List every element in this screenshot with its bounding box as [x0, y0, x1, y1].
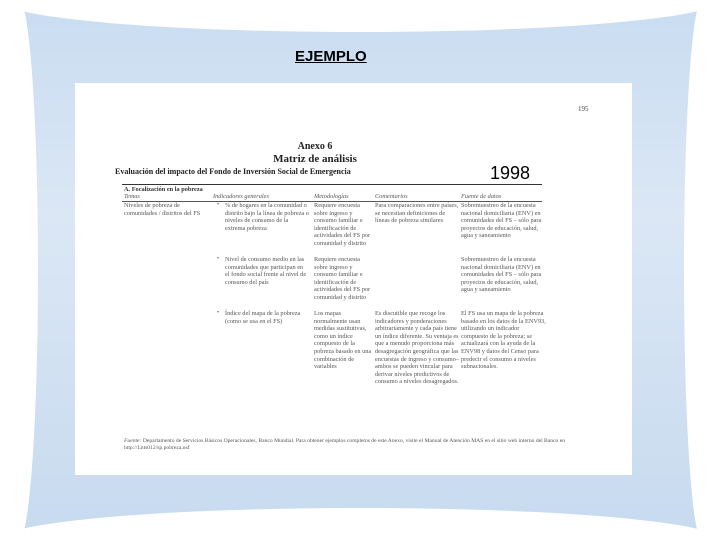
scanned-document: [75, 83, 632, 475]
metodologia-cell: Los mapas normalmente usan medidas sustitutivas, como un índice compuesto de la pobreza basado en una combinación de variables: [314, 310, 372, 371]
col-header-fuente: Fuente de datos: [461, 193, 502, 200]
col-header-temas: Temas: [124, 193, 140, 200]
indicador-cell: Nivel de consumo medio en las comunidades que participan en el fondo social frente al nivel de consumo del país: [225, 256, 307, 286]
section-title: A. Focalización en la pobreza: [124, 186, 203, 193]
slide-title: EJEMPLO: [295, 48, 367, 65]
col-header-comentarios: Comentarios: [375, 193, 408, 200]
metodologia-cell: Requiere encuesta sobre ingreso y consumo familiar e identificación de actividades del FS por comunidad y distrito: [314, 202, 371, 247]
doc-heading-matrix: Matriz de análisis: [273, 153, 357, 165]
source-label: Fuente:: [124, 438, 142, 444]
source-note: [124, 438, 614, 452]
indicador-cell: % de hogares en la comunidad o distrito bajo la línea de pobreza o niveles de consumo de la extrema pobreza: [225, 202, 309, 232]
bullet: •: [217, 256, 220, 262]
source-text: Departamento de Servicios Básicos Operacionales, Banco Mundial. Para obtener ejemplos completos de este Anexo, visite el Manual de Atención MAS en el sitio web interno del Banco en http://Lnts012/sp.pobreza.nsf: [124, 438, 566, 451]
fuente-cell: Sobremuestreo de la encuesta nacional domiciliaria (ENV) en comunidades del FS – sólo para proyectos de educación, salud, agua y saneamiento: [461, 202, 542, 240]
doc-heading-annex: Anexo 6: [297, 141, 333, 152]
comentario-cell: Para comparaciones entre países, se necesitan definiciones de líneas de pobreza similares: [375, 202, 459, 225]
page-number: 195: [578, 105, 589, 113]
metodologia-cell: Requiere encuesta sobre ingreso y consumo familiar e identificación de actividades del FS por comunidad y distrito: [314, 256, 371, 301]
decorative-wave: [684, 0, 720, 540]
bullet: •: [217, 202, 220, 208]
divider: [122, 184, 542, 185]
indicador-cell: Índice del mapa de la pobreza (como se usa en el FS): [225, 310, 301, 325]
fuente-cell: El FS usa un mapa de la pobreza basado en los datos de la ENV93, utilizando un indicador compuesto de la pobreza; se actualizará con la ayuda de la ENV98 y datos del Censo para predecir el consumo a niveles subnacionales.: [461, 310, 546, 371]
bullet: •: [217, 310, 220, 316]
fuente-cell: Sobremuestreo de la encuesta nacional domiciliaria (ENV) en comunidades del FS – sólo para proyectos de educación, salud, agua y saneamiento: [461, 256, 542, 294]
year-label: 1998: [490, 163, 531, 183]
col-header-indicadores: Indicadores generales: [213, 193, 269, 200]
comentario-cell: Es discutible que recoge los indicadores y ponderaciones arbitrariamente y cada país tiene un índice diferente. Su ventaja es que a menudo proporciona más desagregación geográfica que las encuestas de ingreso y consumo– ambos se pueden vincular para derivar niveles predictivos de consumo a niveles desagregados.: [375, 310, 459, 386]
col-header-metodologias: Metodologías: [314, 193, 349, 200]
doc-heading-evaluation: Evaluación del impacto del Fondo de Inversión Social de Emergencia: [115, 167, 351, 176]
tema-cell: Niveles de pobreza de comunidades / distritos del FS: [124, 202, 201, 217]
decorative-wave: [0, 0, 38, 540]
